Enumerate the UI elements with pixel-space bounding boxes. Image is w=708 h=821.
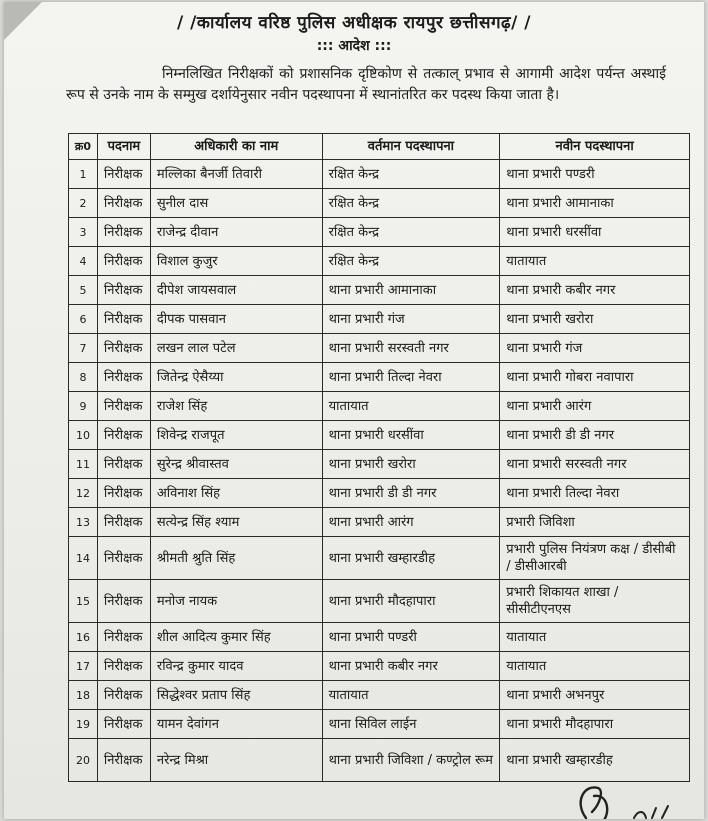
cell-officer-name: मनोज नायक — [150, 580, 322, 623]
table-row — [69, 305, 690, 334]
document-page — [4, 2, 704, 819]
cell-serial: 13 — [69, 508, 98, 537]
cell-serial: 18 — [69, 681, 98, 710]
order-title: ::: आदेश ::: — [316, 38, 392, 54]
cell-serial: 11 — [69, 450, 98, 479]
cell-designation: निरीक्षक — [97, 623, 150, 652]
cell-new-posting: थाना प्रभारी कबीर नगर — [500, 276, 690, 305]
cell-current-posting: थाना प्रभारी धरसींवा — [322, 421, 500, 450]
cell-serial: 9 — [69, 392, 98, 421]
cell-designation: निरीक्षक — [97, 421, 150, 450]
cell-designation: निरीक्षक — [97, 276, 150, 305]
cell-serial: 20 — [69, 739, 98, 782]
cell-serial: 5 — [69, 276, 98, 305]
cell-officer-name: सत्येन्द्र सिंह श्याम — [150, 508, 322, 537]
cell-officer-name: शील आदित्य कुमार सिंह — [150, 623, 322, 652]
cell-new-posting: प्रभारी जिविशा — [500, 508, 690, 537]
cell-new-posting: प्रभारी पुलिस नियंत्रण कक्ष / डीसीबी / डीसीआरबी — [500, 537, 690, 580]
table-row — [69, 710, 690, 739]
cell-current-posting: थाना प्रभारी जिविशा / कण्ट्रोल रूम — [322, 739, 500, 782]
table-row — [69, 392, 690, 421]
cell-officer-name: यामन देवांगन — [150, 710, 322, 739]
cell-officer-name: सुरेन्द्र श्रीवास्तव — [150, 450, 322, 479]
table-row — [69, 334, 690, 363]
cell-serial: 14 — [69, 537, 98, 580]
cell-officer-name: विशाल कुजुर — [150, 247, 322, 276]
cell-current-posting: थाना सिविल लाईन — [322, 710, 500, 739]
cell-designation: निरीक्षक — [97, 681, 150, 710]
cell-current-posting: थाना प्रभारी आरंग — [322, 508, 500, 537]
header-new-posting: नवीन पदस्थापना — [500, 134, 690, 160]
cell-new-posting: थाना प्रभारी खम्हारडीह — [500, 739, 690, 782]
cell-new-posting: थाना प्रभारी डी डी नगर — [500, 421, 690, 450]
cell-current-posting: थाना प्रभारी गंज — [322, 305, 500, 334]
cell-current-posting: यातायात — [322, 392, 500, 421]
cell-designation: निरीक्षक — [97, 334, 150, 363]
cell-serial: 3 — [69, 218, 98, 247]
cell-designation: निरीक्षक — [97, 218, 150, 247]
table-row — [69, 363, 690, 392]
transfer-table — [68, 133, 690, 782]
table-row — [69, 537, 690, 580]
cell-officer-name: जितेन्द्र ऐसैय्या — [150, 363, 322, 392]
cell-designation: निरीक्षक — [97, 479, 150, 508]
cell-designation: निरीक्षक — [97, 739, 150, 782]
cell-serial: 2 — [69, 189, 98, 218]
cell-new-posting: थाना प्रभारी गंज — [500, 334, 690, 363]
cell-officer-name: रविन्द्र कुमार यादव — [150, 652, 322, 681]
cell-new-posting: थाना प्रभारी गोबरा नवापारा — [500, 363, 690, 392]
cell-new-posting: प्रभारी शिकायत शाखा / सीसीटीएनएस — [500, 580, 690, 623]
cell-officer-name: सिद्धेश्वर प्रताप सिंह — [150, 681, 322, 710]
header-serial: क्र0 — [69, 134, 98, 160]
cell-new-posting: थाना प्रभारी खरोरा — [500, 305, 690, 334]
table-row — [69, 652, 690, 681]
cell-new-posting: थाना प्रभारी आरंग — [500, 392, 690, 421]
table-row — [69, 189, 690, 218]
cell-serial: 19 — [69, 710, 98, 739]
cell-serial: 12 — [69, 479, 98, 508]
cell-officer-name: दीपेश जायसवाल — [150, 276, 322, 305]
cell-current-posting: थाना प्रभारी तिल्दा नेवरा — [322, 363, 500, 392]
cell-designation: निरीक्षक — [97, 247, 150, 276]
cell-designation: निरीक्षक — [97, 537, 150, 580]
cell-current-posting: रक्षित केन्द्र — [322, 247, 500, 276]
cell-serial: 4 — [69, 247, 98, 276]
cell-serial: 15 — [69, 580, 98, 623]
cell-officer-name: राजेश सिंह — [150, 392, 322, 421]
table-header-row — [69, 134, 690, 160]
cell-serial: 10 — [69, 421, 98, 450]
cell-current-posting: थाना प्रभारी डी डी नगर — [322, 479, 500, 508]
signature-mark — [564, 772, 694, 819]
cell-designation: निरीक्षक — [97, 189, 150, 218]
table-row — [69, 421, 690, 450]
cell-officer-name: अविनाश सिंह — [150, 479, 322, 508]
cell-designation: निरीक्षक — [97, 508, 150, 537]
cell-current-posting: यातायात — [322, 681, 500, 710]
cell-officer-name: नरेन्द्र मिश्रा — [150, 739, 322, 782]
cell-serial: 7 — [69, 334, 98, 363]
cell-officer-name: लखन लाल पटेल — [150, 334, 322, 363]
cell-designation: निरीक्षक — [97, 363, 150, 392]
table-row — [69, 247, 690, 276]
cell-serial: 1 — [69, 160, 98, 189]
order-intro-paragraph: निम्नलिखित निरीक्षकों को प्रशासनिक दृष्टिकोण से तत्काल् प्रभाव से आगामी आदेश पर्यन्त अस्थाई रूप से उनके नाम के सम्मुख दर्शायेनुसार नवीन पदस्थापना में स्थानांतरित कर पदस्थ किया जाता है। — [66, 66, 666, 103]
cell-designation: निरीक्षक — [97, 580, 150, 623]
table-row — [69, 508, 690, 537]
cell-officer-name: मल्लिका बैनर्जी तिवारी — [150, 160, 322, 189]
cell-current-posting: रक्षित केन्द्र — [322, 218, 500, 247]
header-designation: पदनाम — [97, 134, 150, 160]
cell-current-posting: थाना प्रभारी पण्डरी — [322, 623, 500, 652]
table-row — [69, 623, 690, 652]
cell-new-posting: थाना प्रभारी तिल्दा नेवरा — [500, 479, 690, 508]
cell-current-posting: थाना प्रभारी आमानाका — [322, 276, 500, 305]
table-row — [69, 276, 690, 305]
cell-new-posting: यातायात — [500, 652, 690, 681]
cell-designation: निरीक्षक — [97, 392, 150, 421]
cell-serial: 16 — [69, 623, 98, 652]
cell-new-posting: यातायात — [500, 247, 690, 276]
table-row — [69, 218, 690, 247]
cell-designation: निरीक्षक — [97, 160, 150, 189]
transfer-table-body — [69, 160, 690, 782]
cell-officer-name: राजेन्द्र दीवान — [150, 218, 322, 247]
cell-current-posting: रक्षित केन्द्र — [322, 160, 500, 189]
cell-new-posting: थाना प्रभारी सरस्वती नगर — [500, 450, 690, 479]
cell-new-posting: यातायात — [500, 623, 690, 652]
cell-current-posting: थाना प्रभारी खरोरा — [322, 450, 500, 479]
cell-current-posting: रक्षित केन्द्र — [322, 189, 500, 218]
cell-officer-name: दीपक पासवान — [150, 305, 322, 334]
table-row — [69, 580, 690, 623]
header-current-posting: वर्तमान पदस्थापना — [322, 134, 500, 160]
cell-officer-name: शिवेन्द्र राजपूत — [150, 421, 322, 450]
header-officer-name: अधिकारी का नाम — [150, 134, 322, 160]
cell-serial: 6 — [69, 305, 98, 334]
cell-serial: 8 — [69, 363, 98, 392]
cell-new-posting: थाना प्रभारी आमानाका — [500, 189, 690, 218]
cell-designation: निरीक्षक — [97, 652, 150, 681]
cell-new-posting: थाना प्रभारी अभनपुर — [500, 681, 690, 710]
cell-current-posting: थाना प्रभारी खम्हारडीह — [322, 537, 500, 580]
cell-current-posting: थाना प्रभारी मौदहापारा — [322, 580, 500, 623]
table-row — [69, 450, 690, 479]
cell-current-posting: थाना प्रभारी सरस्वती नगर — [322, 334, 500, 363]
cell-new-posting: थाना प्रभारी धरसींवा — [500, 218, 690, 247]
table-row — [69, 681, 690, 710]
cell-new-posting: थाना प्रभारी पण्डरी — [500, 160, 690, 189]
cell-current-posting: थाना प्रभारी कबीर नगर — [322, 652, 500, 681]
cell-new-posting: थाना प्रभारी मौदहापारा — [500, 710, 690, 739]
office-heading: / /कार्यालय वरिष्ठ पुलिस अधीक्षक रायपुर छत्तीसगढ़/ / — [177, 13, 531, 33]
cell-designation: निरीक्षक — [97, 710, 150, 739]
cell-serial: 17 — [69, 652, 98, 681]
cell-officer-name: श्रीमती श्रुति सिंह — [150, 537, 322, 580]
cell-officer-name: सुनील दास — [150, 189, 322, 218]
cell-designation: निरीक्षक — [97, 450, 150, 479]
table-row — [69, 160, 690, 189]
cell-designation: निरीक्षक — [97, 305, 150, 334]
table-row — [69, 479, 690, 508]
